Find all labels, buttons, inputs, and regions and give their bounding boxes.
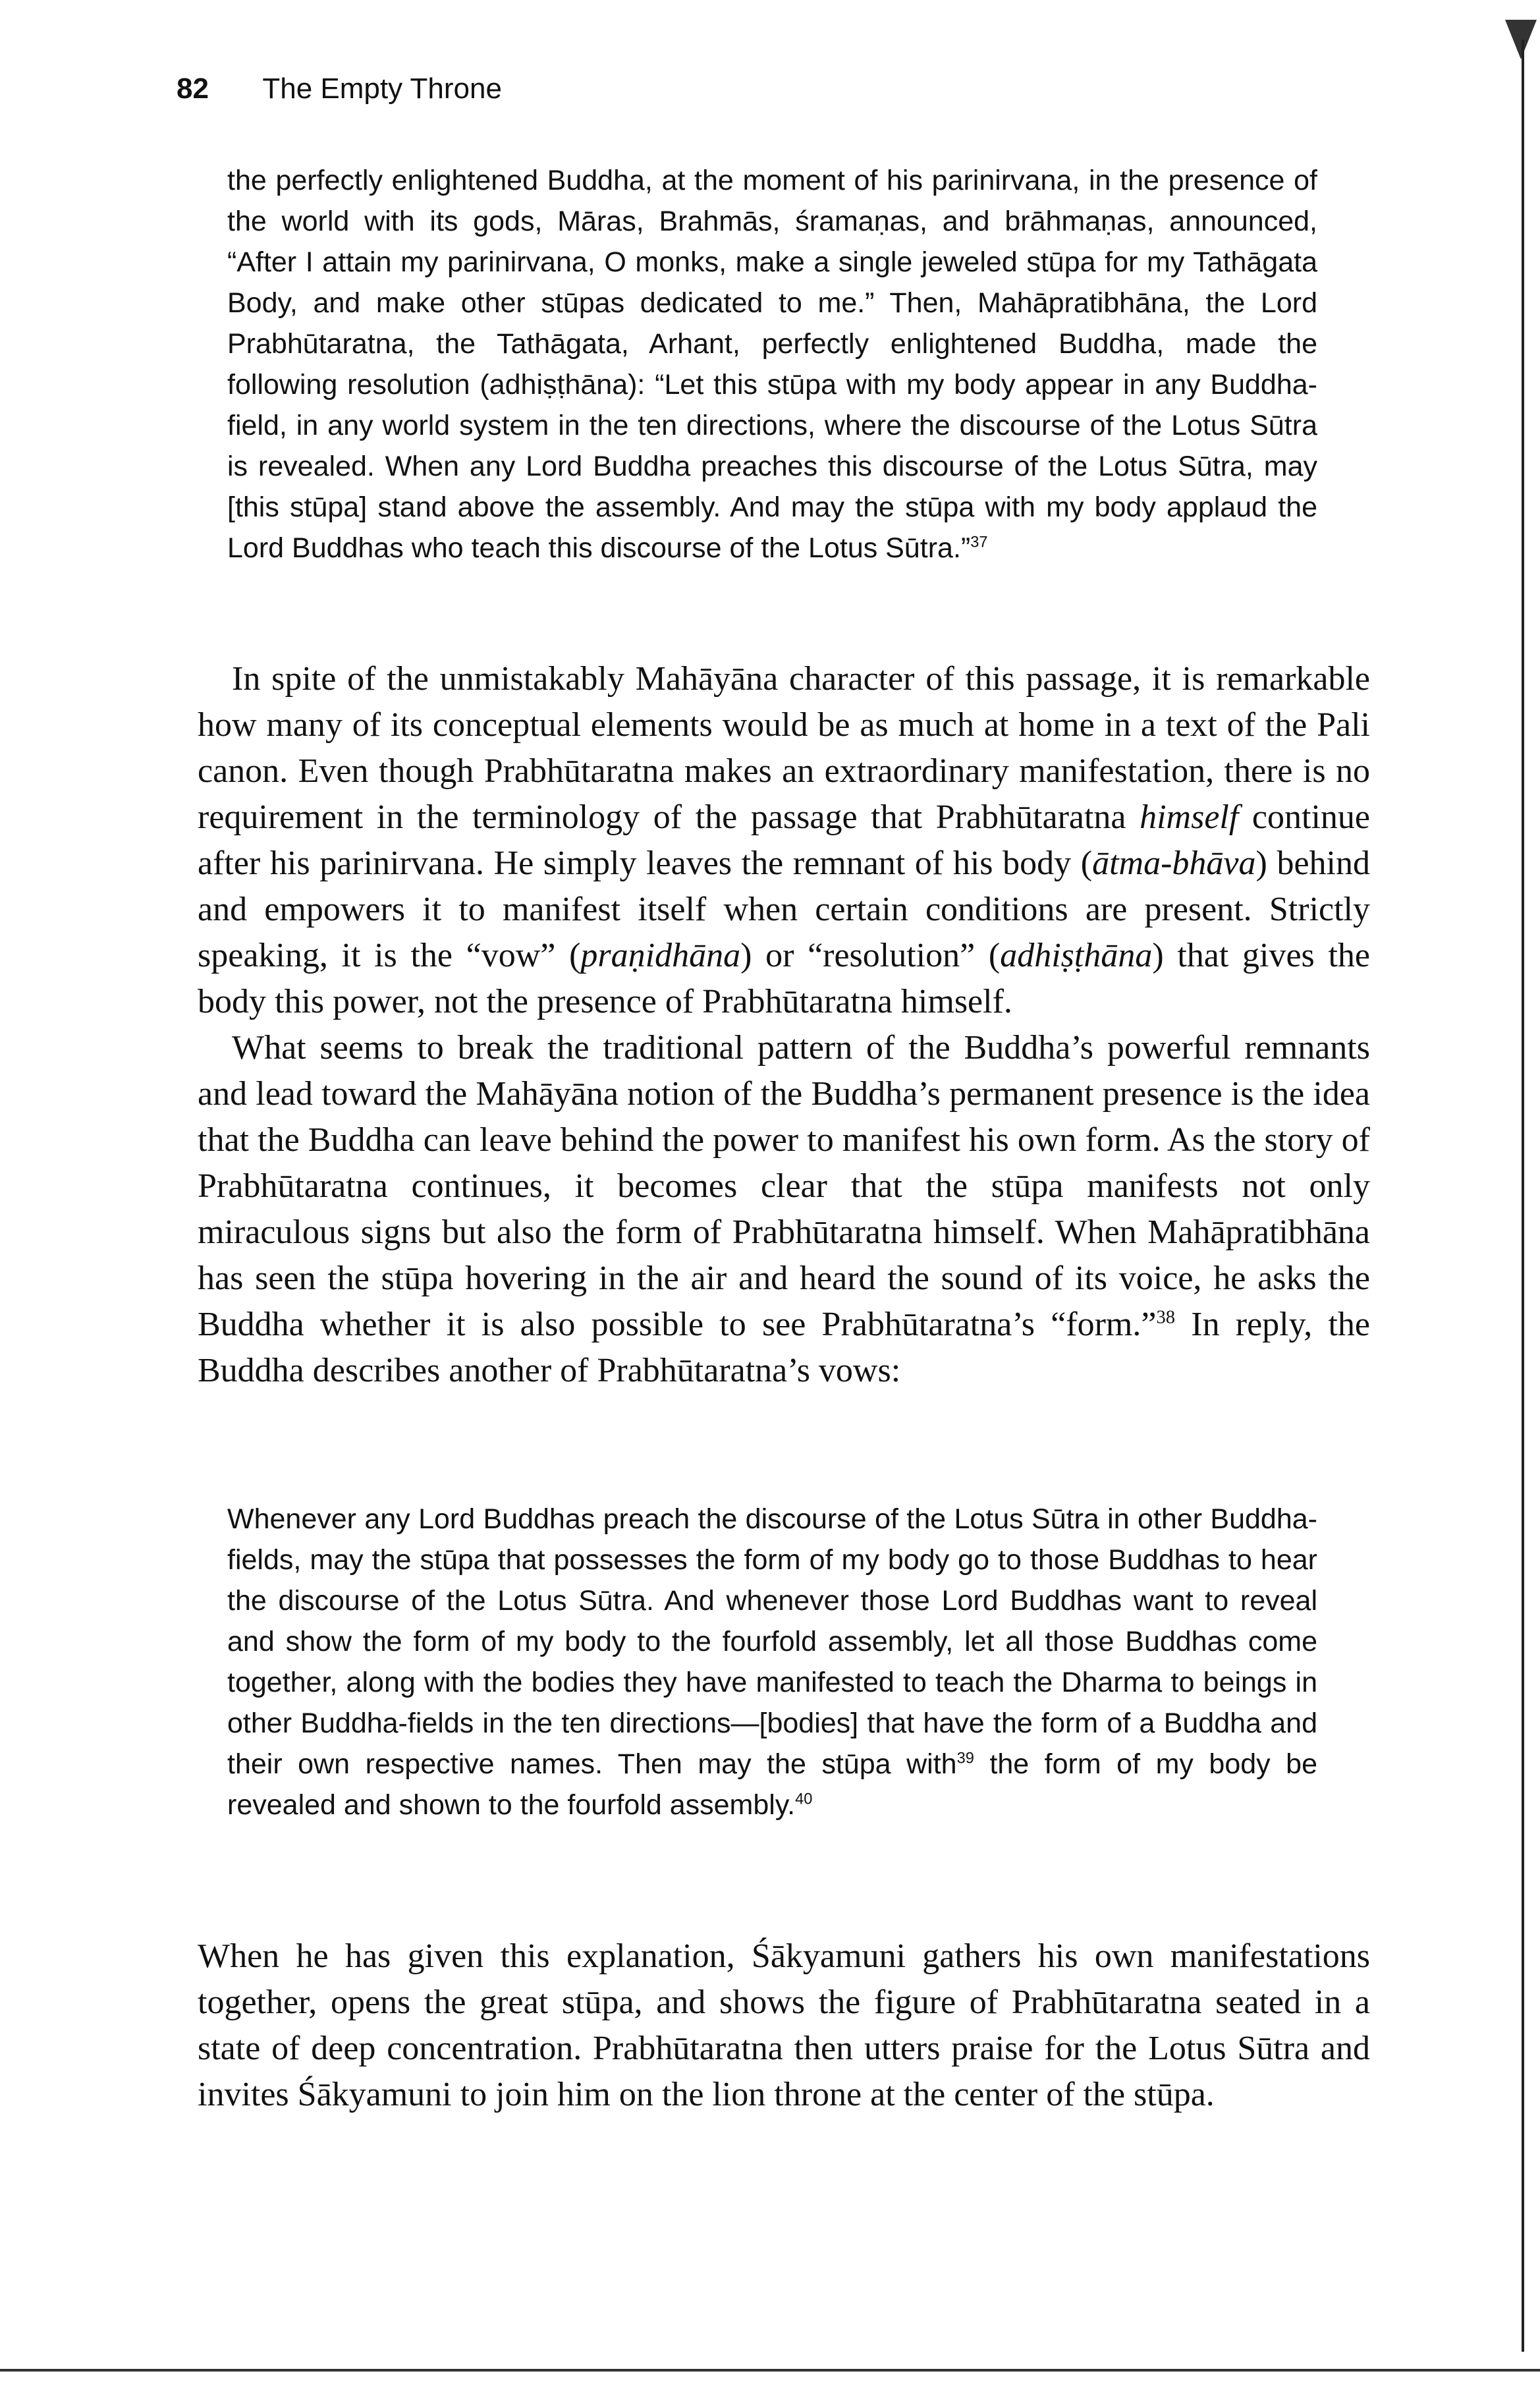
paragraph-1-text-d: ) or “resolution” ( [740, 937, 1001, 974]
emphasis-atma-bhava: ātma-bhāva [1092, 845, 1256, 882]
paragraph-1-text-a: In spite of the unmistakably Mahāyāna character of this passage, it is remarkable how many of its conceptual elements would be as much at home in a text of the Pali canon. Even though Prabhūtaratna makes an extraordinary manifestation, there is no requirement in the terminology of the passage that Prabhūtaratna [198, 660, 1370, 836]
running-header [177, 72, 502, 105]
paragraph-2-text-b: In reply, the Buddha describes another of Prabhūtaratna’s vows: [198, 1306, 1370, 1389]
block-quote-2-text-b: the form of my body be revealed and shown to the fourfold assembly. [227, 1748, 1317, 1821]
paragraph-3: When he has given this explanation, Śākyamuni gathers his own manifestations together, opens the great stūpa, and shows the figure of Prabhūtaratna seated in a state of deep concentration. Prabhūtaratna then utters praise for the Lotus Sūtra and invites Śākyamuni to join him on the lion throne at the center of the stūpa. [198, 1937, 1370, 2113]
block-quote-2 [227, 1499, 1317, 1825]
running-title: The Empty Throne [262, 72, 502, 105]
emphasis-himself: himself [1140, 798, 1239, 836]
page-number: 82 [177, 72, 209, 105]
paragraph-2-text-a: What seems to break the traditional pattern of the Buddha’s powerful remnants and lead toward the Mahāyāna notion of the Buddha’s permanent presence is the idea that the Buddha can leave behind the power to manifest his own form. As the story of Prabhūtaratna continues, it becomes clear that the stūpa manifests not only miraculous signs but also the form of Prabhūtaratna himself. When Mahāpratibhāna has seen the stūpa hovering in the air and heard the sound of its voice, he asks the Buddha whether it is also possible to see Prabhūtaratna’s “form.” [198, 1029, 1370, 1343]
footnote-ref-38: 38 [1156, 1307, 1176, 1328]
scan-bottom-edge [0, 2369, 1540, 2372]
paragraph-1-text-b: continue after his parinirvana. He simply leaves the remnant of his body ( [198, 798, 1370, 882]
footnote-ref-37: 37 [970, 534, 988, 551]
body-section-1 [198, 656, 1370, 1394]
emphasis-adhisthana: adhiṣṭhāna [1000, 937, 1153, 974]
paragraph-1-text-e: ) that gives the body this power, not the presence of Prabhūtaratna himself. [198, 937, 1370, 1020]
paragraph-1-text-c: ) behind and empowers it to manifest itself when certain conditions are present. Strictly speaking, it is the “vow” ( [198, 845, 1371, 974]
page-edge-mark [1505, 20, 1537, 59]
block-quote-2-text-a: Whenever any Lord Buddhas preach the discourse of the Lotus Sūtra in other Buddha-fields, may the stūpa that possesses the form of my body go to those Buddhas to hear the discourse of the Lotus Sūtra. And whenever those Lord Buddhas want to reveal and show the form of my body to the fourfold assembly, let all those Buddhas come together, along with the bodies they have manifested to teach the Dharma to beings in other Buddha-fields in the ten directions—[bodies] that have the form of a Buddha and their own respective names. Then may the stūpa with [227, 1503, 1317, 1780]
footnote-ref-39: 39 [956, 1750, 974, 1767]
page-edge-rule [1522, 40, 1524, 2352]
body-section-2 [198, 1933, 1370, 2118]
emphasis-pranidhana: praṇidhāna [580, 937, 741, 974]
block-quote-1 [227, 160, 1317, 569]
paragraph-2 [198, 1025, 1370, 1394]
footnote-ref-40: 40 [795, 1790, 813, 1808]
block-quote-1-text: the perfectly enlightened Buddha, at the moment of his parinirvana, in the presence of the world with its gods, Māras, Brahmās, śramaṇas, and brāhmaṇas, announced, “After I attain my parinirvana, O monks, make a single jeweled stūpa for my Tathāgata Body, and make other stūpas dedicated to me.” Then, Mahāpratibhāna, the Lord Prabhūtaratna, the Tathāgata, Arhant, perfectly enlightened Buddha, made the following resolution (adhiṣṭhāna): “Let this stūpa with my body appear in any Buddha-field, in any world system in the ten directions, where the discourse of the Lotus Sūtra is revealed. When any Lord Buddha preaches this discourse of the Lotus Sūtra, may [this stūpa] stand above the assembly. And may the stūpa with my body applaud the Lord Buddhas who teach this discourse of the Lotus Sūtra.” [227, 165, 1317, 564]
paragraph-1 [198, 656, 1370, 1025]
